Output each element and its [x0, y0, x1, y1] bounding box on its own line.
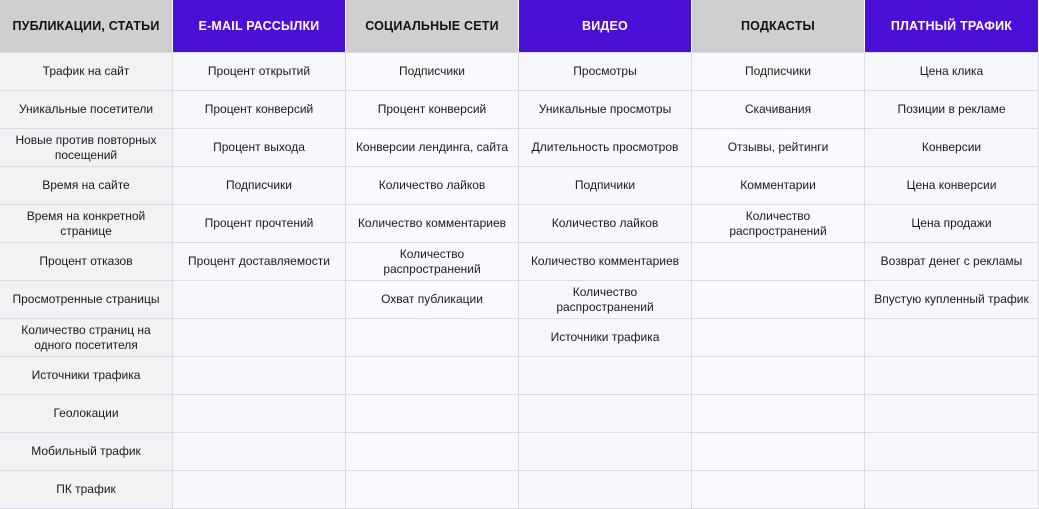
- table-cell: [692, 433, 865, 471]
- table-cell: Новые против повторных посещений: [0, 129, 173, 167]
- table-cell: Подписчики: [346, 53, 519, 91]
- table-cell: Количество страниц на одного посетителя: [0, 319, 173, 357]
- table-cell: ПК трафик: [0, 471, 173, 509]
- table-cell: [173, 319, 346, 357]
- table-cell: [519, 471, 692, 509]
- column-header: СОЦИАЛЬНЫЕ СЕТИ: [346, 0, 519, 53]
- table-cell: [173, 395, 346, 433]
- table-cell: Возврат денег с рекламы: [865, 243, 1039, 281]
- table-cell: Геолокации: [0, 395, 173, 433]
- table-cell: [346, 357, 519, 395]
- table-cell: Процент отказов: [0, 243, 173, 281]
- table-cell: [865, 319, 1039, 357]
- table-cell: Источники трафика: [519, 319, 692, 357]
- table-cell: [173, 281, 346, 319]
- table-cell: [346, 471, 519, 509]
- table-cell: Процент прочтений: [173, 205, 346, 243]
- table-cell: Конверсии: [865, 129, 1039, 167]
- table-cell: Подписчики: [692, 53, 865, 91]
- column-header: ПУБЛИКАЦИИ, СТАТЬИ: [0, 0, 173, 53]
- table-cell: Процент открытий: [173, 53, 346, 91]
- table-cell: [692, 357, 865, 395]
- table-cell: Количество распространений: [346, 243, 519, 281]
- table-cell: Просмотренные страницы: [0, 281, 173, 319]
- column-header: E-MAIL РАССЫЛКИ: [173, 0, 346, 53]
- table-cell: Просмотры: [519, 53, 692, 91]
- table-cell: Количество лайков: [346, 167, 519, 205]
- table-cell: Количество распространений: [519, 281, 692, 319]
- table-cell: Цена продажи: [865, 205, 1039, 243]
- table-cell: [519, 433, 692, 471]
- table-cell: Скачивания: [692, 91, 865, 129]
- table-cell: Охват публикации: [346, 281, 519, 319]
- table-cell: [865, 433, 1039, 471]
- table-cell: [519, 395, 692, 433]
- table-cell: [865, 357, 1039, 395]
- table-cell: Длительность просмотров: [519, 129, 692, 167]
- table-cell: [346, 395, 519, 433]
- table-cell: Процент конверсий: [173, 91, 346, 129]
- table-cell: [346, 433, 519, 471]
- column-header: ПЛАТНЫЙ ТРАФИК: [865, 0, 1039, 53]
- table-cell: Количество лайков: [519, 205, 692, 243]
- table-cell: [692, 395, 865, 433]
- table-cell: Конверсии лендинга, сайта: [346, 129, 519, 167]
- table-cell: [519, 357, 692, 395]
- table-cell: Мобильный трафик: [0, 433, 173, 471]
- table-cell: Время на конкретной странице: [0, 205, 173, 243]
- table-cell: [865, 471, 1039, 509]
- table-cell: [692, 243, 865, 281]
- table-cell: [346, 319, 519, 357]
- table-cell: Уникальные просмотры: [519, 91, 692, 129]
- column-header: ВИДЕО: [519, 0, 692, 53]
- table-cell: [692, 471, 865, 509]
- table-cell: [173, 357, 346, 395]
- column-header: ПОДКАСТЫ: [692, 0, 865, 53]
- table-cell: Впустую купленный трафик: [865, 281, 1039, 319]
- table-cell: Количество комментариев: [346, 205, 519, 243]
- table-cell: Отзывы, рейтинги: [692, 129, 865, 167]
- table-cell: Подпичики: [519, 167, 692, 205]
- table-cell: Подписчики: [173, 167, 346, 205]
- table-cell: Позиции в рекламе: [865, 91, 1039, 129]
- table-cell: [173, 433, 346, 471]
- table-cell: Трафик на сайт: [0, 53, 173, 91]
- table-cell: Процент доставляемости: [173, 243, 346, 281]
- table-cell: Источники трафика: [0, 357, 173, 395]
- table-cell: [865, 395, 1039, 433]
- table-cell: Время на сайте: [0, 167, 173, 205]
- table-cell: [173, 471, 346, 509]
- table-cell: Количество распространений: [692, 205, 865, 243]
- table-cell: Цена конверсии: [865, 167, 1039, 205]
- table-cell: [692, 281, 865, 319]
- table-cell: Процент выхода: [173, 129, 346, 167]
- table-cell: Уникальные посетители: [0, 91, 173, 129]
- table-cell: Цена клика: [865, 53, 1039, 91]
- table-cell: Количество комментариев: [519, 243, 692, 281]
- table-cell: [692, 319, 865, 357]
- table-cell: Комментарии: [692, 167, 865, 205]
- table-cell: Процент конверсий: [346, 91, 519, 129]
